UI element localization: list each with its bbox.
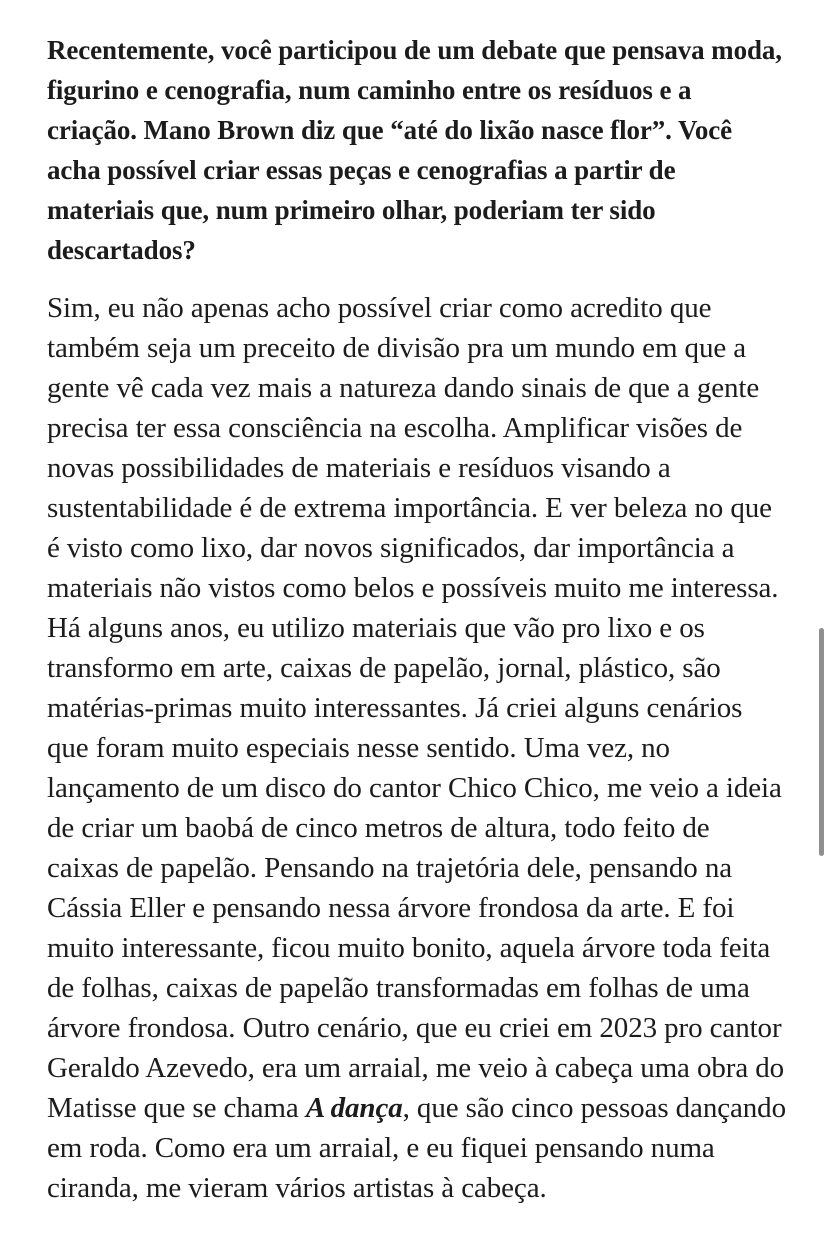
interview-answer [47,288,787,1208]
answer-text-part-1: Sim, eu não apenas acho possível criar como acredito que também seja um preceito de divisão pra um mundo em que a gente vê cada vez mais a natureza dando sinais de que a gente precisa ter essa consciência na escolha. Amplificar visões de novas possibilidades de materiais e resíduos visando a sustentabilidade é de extrema importância. E ver beleza no que é visto como lixo, dar novos significados, dar importância a materiais não vistos como belos e possíveis muito me interessa. Há alguns anos, eu utilizo materiais que vão pro lixo e os transformo em arte, caixas de papelão, jornal, plástico, são matérias-primas muito interessantes. Já criei alguns cenários que foram muito especiais nesse sentido. Uma vez, no lançamento de um disco do cantor Chico Chico, me veio a ideia de criar um baobá de cinco metros de altura, todo feito de caixas de papelão. Pensando na trajetória dele, pensando na Cássia Eller e pensando nessa árvore frondosa da arte. E foi muito interessante, ficou muito bonito, aquela árvore toda feita de folhas, caixas de papelão transformadas em folhas de uma árvore frondosa. Outro cenário, que eu criei em 2023 pro cantor Geraldo Azevedo, era um arraial, me veio à cabeça uma obra do Matisse que se chama [47,292,785,1124]
answer-text-part-2: , que são cinco pessoas dançando em roda. Como era um arraial, e eu fiquei pensando numa ciranda, me vieram vários artistas à cabeça. [47,1092,786,1204]
scrollbar[interactable] [819,628,824,856]
interview-question: Recentemente, você participou de um debate que pensava moda, figurino e cenografia, num caminho entre os resíduos e a criação. Mano Brown diz que “até do lixão nasce flor”. Você acha possível criar essas peças e cenografias a partir de materiais que, num primeiro olhar, poderiam ter sido descartados? [47,35,782,265]
article-content [47,30,787,1208]
artwork-title: A dança [305,1092,403,1124]
